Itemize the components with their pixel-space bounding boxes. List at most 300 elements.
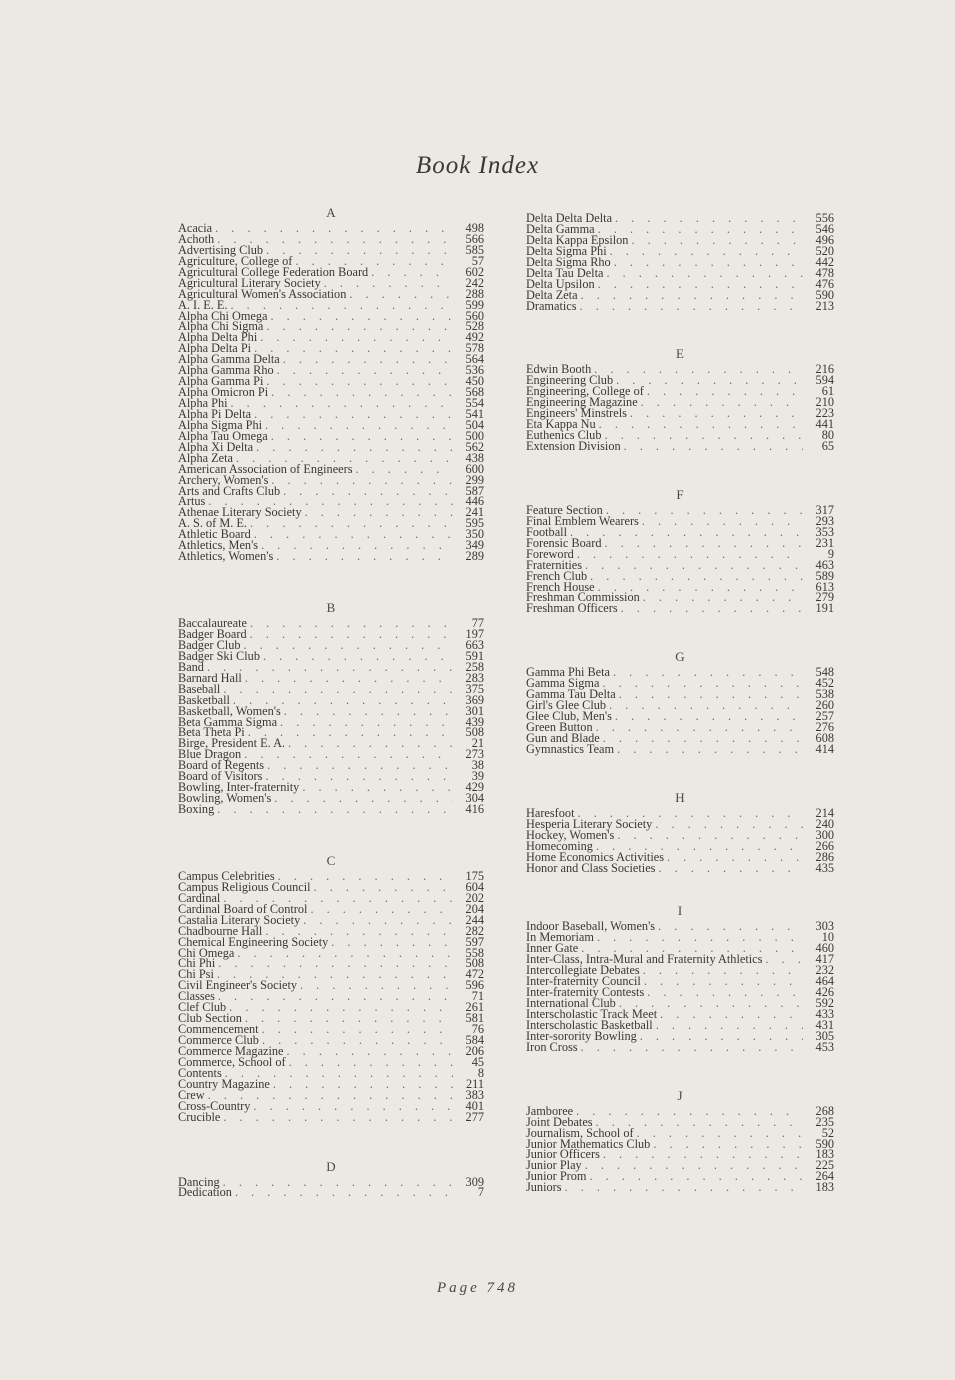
entry-name: Campus Religious Council [178, 879, 311, 894]
dot-leader [245, 673, 453, 684]
entry-page-number: 562 [465, 439, 484, 454]
entry-page-number: 21 [471, 736, 484, 751]
entry-name: Delta Kappa Epsilon [526, 232, 629, 247]
entry-page-number: 441 [815, 417, 834, 432]
index-section [526, 346, 834, 452]
dot-leader [229, 1002, 453, 1013]
entry-page-number: 414 [815, 741, 834, 756]
entry-page-number: 301 [465, 703, 484, 718]
dot-leader [647, 386, 803, 397]
entry-page-number: 38 [471, 758, 484, 773]
dot-leader [276, 551, 453, 562]
entry-page-number: 438 [465, 450, 484, 465]
index-section [526, 790, 834, 874]
entry-name: Blue Dragon [178, 747, 242, 762]
entry-name: Eta Kappa Nu [526, 417, 596, 432]
entry-page-number: 39 [471, 769, 484, 784]
entry-page-number: 77 [471, 616, 484, 631]
entry-page-number: 498 [465, 221, 484, 235]
dot-leader [647, 987, 803, 998]
entry-page-number: 213 [815, 298, 834, 313]
entry-page-number: 452 [815, 676, 834, 691]
section-letter: F [676, 486, 684, 502]
page-number: Page 748 [436, 1280, 519, 1296]
dot-leader [254, 409, 453, 420]
dot-leader [266, 245, 453, 256]
entry-name: Chi Omega [178, 945, 235, 960]
entry-name: Arts and Crafts Club [178, 483, 281, 498]
entry-page-number: 417 [815, 952, 834, 967]
entry-page-number: 350 [465, 527, 484, 542]
dot-leader [641, 397, 803, 408]
dot-leader [271, 475, 453, 486]
entry-name: Advertising Club [178, 242, 264, 257]
entry-name: French Club [526, 568, 588, 583]
entry-page-number: 191 [815, 601, 834, 616]
dot-leader [658, 863, 803, 874]
entry-page-number: 279 [815, 590, 834, 605]
dot-leader [261, 540, 453, 551]
entry-page-number: 548 [815, 665, 834, 680]
entry-page-number: 300 [815, 827, 834, 842]
entry-page-number: 442 [815, 254, 834, 269]
entry-page-number: 450 [465, 374, 484, 389]
entry-page-number: 369 [465, 692, 484, 707]
index-section [526, 1088, 834, 1194]
index-entry [178, 1098, 484, 1113]
entry-name: Badger Ski Club [178, 648, 260, 663]
entry-page-number: 80 [821, 428, 834, 443]
section-letter: C [326, 852, 336, 868]
entry-name: Intercollegiate Debates [526, 963, 640, 978]
section-letter: A [326, 205, 336, 220]
entry-name: Foreword [526, 546, 574, 561]
entry-name: Alpha Phi [178, 396, 228, 410]
entry-name: Country Magazine [178, 1076, 270, 1091]
entry-name: Engineers' Minstrels [526, 406, 627, 421]
dot-leader [274, 793, 453, 804]
entry-page-number: 476 [815, 276, 834, 291]
dot-leader [271, 431, 453, 442]
entry-page-number: 508 [465, 956, 484, 971]
entry-name: Commerce Club [178, 1033, 259, 1047]
dot-leader [616, 375, 803, 386]
entry-name: Green Button [526, 720, 593, 734]
dot-leader [289, 1057, 453, 1068]
entry-page-number: 7 [477, 1185, 484, 1200]
entry-page-number: 211 [466, 1076, 484, 1091]
entry-name: Cardinal [178, 890, 221, 905]
index-entry [178, 958, 484, 969]
dot-leader [602, 678, 803, 689]
index-section [526, 487, 834, 614]
index-entry [178, 804, 484, 815]
index-column-left [178, 205, 484, 1198]
entry-page-number: 446 [465, 494, 484, 509]
entry-name: Alpha Sigma Phi [178, 417, 263, 432]
dot-leader [263, 651, 453, 662]
entry-name: Barnard Hall [178, 670, 242, 685]
section-letter: E [676, 346, 684, 362]
entry-name: Agricultural Literary Society [178, 275, 321, 290]
dot-leader [658, 921, 803, 932]
dot-leader [356, 464, 454, 475]
entry-page-number: 538 [815, 687, 834, 702]
dot-leader [254, 529, 453, 540]
dot-leader [218, 991, 453, 1002]
entry-page-number: 597 [465, 934, 484, 949]
dot-leader [643, 592, 803, 603]
entry-name: Dramatics [526, 298, 577, 313]
entry-page-number: 258 [465, 659, 484, 674]
dot-leader [207, 662, 453, 673]
entry-page-number: 288 [465, 286, 484, 301]
dot-leader [310, 904, 453, 915]
entry-name: Acacia [178, 221, 213, 235]
dot-leader [254, 343, 453, 354]
entry-name: French House [526, 579, 595, 594]
entry-page-number: 76 [471, 1022, 484, 1037]
entry-name: Journalism, School of [526, 1125, 634, 1140]
entry-page-number: 206 [465, 1043, 484, 1058]
entry-name: Football [526, 524, 567, 539]
entry-page-number: 232 [815, 963, 834, 978]
entry-name: Castalia Literary Society [178, 912, 301, 927]
dot-leader [266, 321, 453, 332]
entry-page-number: 264 [815, 1169, 834, 1184]
index-section [178, 1159, 484, 1199]
entry-name: Inter-fraternity Contests [526, 985, 645, 1000]
entry-name: Inter-fraternity Council [526, 974, 641, 989]
entry-page-number: 202 [465, 890, 484, 905]
entry-page-number: 266 [815, 838, 834, 853]
dot-leader [349, 289, 453, 300]
entry-page-number: 240 [815, 816, 834, 831]
entry-name: Alpha Omicron Pi [178, 385, 269, 400]
entry-page-number: 464 [815, 974, 834, 989]
entry-name: International Club [526, 996, 616, 1010]
entry-page-number: 604 [465, 879, 484, 894]
entry-name: Delta Upsilon [526, 276, 595, 291]
dot-leader [631, 235, 803, 246]
entry-page-number: 594 [815, 373, 834, 388]
dot-leader [283, 486, 453, 497]
section-letter: B [326, 600, 336, 616]
dot-leader [250, 518, 453, 529]
entry-name: Alpha Delta Phi [178, 330, 258, 345]
entry-page-number: 435 [815, 860, 834, 875]
entry-page-number: 223 [815, 406, 834, 421]
index-entry [526, 860, 834, 875]
entry-name: Badger Club [178, 637, 241, 652]
entry-name: Agricultural College Federation Board [178, 264, 369, 279]
index-entry [526, 1039, 834, 1054]
entry-page-number: 304 [465, 791, 484, 806]
entry-name: Alpha Zeta [178, 450, 233, 465]
entry-name: Commerce, School of [178, 1054, 286, 1069]
entry-name: Inner Gate [526, 941, 579, 956]
entry-page-number: 578 [465, 341, 484, 356]
entry-name: American Association of Engineers [178, 461, 353, 476]
entry-page-number: 309 [465, 1174, 484, 1189]
entry-page-number: 71 [471, 989, 484, 1004]
dot-leader [215, 223, 453, 234]
section-letter: D [326, 1158, 336, 1174]
dot-leader [266, 376, 453, 387]
entry-page-number: 478 [815, 265, 834, 280]
entry-page-number: 349 [465, 538, 484, 553]
entry-page-number: 560 [465, 308, 484, 323]
entry-page-number: 235 [815, 1114, 834, 1129]
entry-page-number: 242 [465, 275, 484, 290]
entry-page-number: 587 [465, 483, 484, 498]
entry-page-number: 589 [815, 568, 834, 583]
entry-name: Artus [178, 494, 206, 509]
dot-leader [256, 442, 453, 453]
entry-name: Band [178, 659, 204, 674]
entry-page-number: 463 [815, 557, 834, 572]
index-section [178, 600, 484, 815]
entry-name: Club Section [178, 1011, 242, 1026]
index-entry [178, 223, 484, 234]
entry-page-number: 210 [815, 395, 834, 410]
dot-leader [314, 882, 453, 893]
entry-name: Junior Prom [526, 1169, 587, 1184]
page-title: Book Index [415, 152, 540, 179]
entry-name: Dancing [178, 1174, 220, 1189]
index-entry [178, 670, 484, 685]
entry-page-number: 52 [821, 1125, 834, 1140]
index-entry [178, 1109, 484, 1124]
entry-name: Campus Celebrities [178, 868, 275, 883]
entry-name: Engineering Club [526, 373, 614, 388]
entry-name: Gun and Blade [526, 730, 600, 745]
entry-name: Homecoming [526, 838, 593, 853]
entry-name: Chi Psi [178, 967, 214, 982]
entry-name: Alpha Gamma Delta [178, 352, 280, 367]
entry-page-number: 439 [465, 714, 484, 729]
entry-name: Haresfoot [526, 805, 575, 820]
entry-name: Athletics, Men's [178, 538, 259, 553]
dot-leader [218, 958, 453, 969]
index-section [178, 853, 484, 1123]
entry-page-number: 225 [815, 1158, 834, 1173]
index-entry [178, 648, 484, 663]
entry-page-number: 282 [465, 923, 484, 938]
section-letter: J [677, 1087, 683, 1103]
dot-leader [660, 1009, 803, 1020]
entry-name: Chemical Engineering Society [178, 934, 329, 949]
dot-leader [223, 1177, 453, 1188]
entry-page-number: 500 [465, 428, 484, 443]
entry-name: Fraternities [526, 557, 583, 572]
entry-name: Commerce Magazine [178, 1043, 284, 1058]
entry-name: A. S. of M. E. [178, 516, 248, 531]
entry-page-number: 554 [465, 396, 484, 410]
entry-name: Engineering Magazine [526, 395, 638, 410]
entry-name: Crucible [178, 1109, 221, 1124]
entry-name: Delta Sigma Rho [526, 254, 611, 269]
entry-page-number: 433 [815, 1006, 834, 1021]
entry-name: Final Emblem Wearers [526, 513, 639, 528]
entry-name: Iron Cross [526, 1039, 578, 1054]
index-entry [526, 1171, 834, 1182]
dot-leader [580, 301, 803, 312]
dot-leader [604, 430, 803, 441]
entry-name: Feature Section [526, 502, 603, 517]
dot-leader [585, 560, 803, 571]
dot-leader [223, 1112, 453, 1123]
entry-name: Interscholastic Basketball [526, 1017, 653, 1032]
entry-page-number: 592 [815, 996, 834, 1010]
entry-name: Freshman Commission [526, 590, 640, 605]
entry-name: Jamboree [526, 1103, 574, 1118]
dot-leader [244, 640, 454, 651]
dot-leader [223, 684, 453, 695]
entry-name: Board of Visitors [178, 769, 263, 784]
entry-name: Alpha Pi Delta [178, 406, 252, 421]
entry-page-number: 289 [465, 549, 484, 564]
dot-leader [265, 420, 453, 431]
dot-leader [599, 419, 803, 430]
dot-leader [235, 1187, 453, 1198]
entry-page-number: 558 [465, 945, 484, 960]
entry-name: A. I. E. E. [178, 297, 228, 312]
entry-name: Delta Gamma [526, 221, 595, 236]
entry-page-number: 508 [465, 725, 484, 740]
dot-leader [596, 722, 803, 733]
entry-name: Home Economics Activities [526, 849, 664, 864]
dot-leader [590, 571, 803, 582]
entry-page-number: 286 [815, 849, 834, 864]
entry-page-number: 204 [465, 901, 484, 916]
index-entry [178, 1054, 484, 1069]
dot-leader [288, 738, 453, 749]
section-letter: G [675, 649, 685, 665]
entry-name: Agricultural Women's Association [178, 286, 347, 301]
entry-page-number: 504 [465, 417, 484, 432]
entry-page-number: 581 [465, 1011, 484, 1026]
entry-name: Alpha Gamma Pi [178, 374, 264, 389]
entry-page-number: 244 [465, 912, 484, 927]
dot-leader [603, 1149, 803, 1160]
entry-name: Euthenics Club [526, 428, 602, 443]
entry-name: Gamma Sigma [526, 676, 600, 691]
entry-page-number: 231 [815, 535, 834, 550]
entry-name: Badger Board [178, 627, 247, 641]
entry-page-number: 303 [815, 919, 834, 934]
dot-leader [609, 700, 803, 711]
index-entry [526, 513, 834, 528]
dot-leader [371, 267, 453, 278]
entry-page-number: 175 [465, 868, 484, 883]
entry-name: Freshman Officers [526, 601, 618, 616]
dot-leader [305, 507, 453, 518]
entry-name: Dedication [178, 1185, 232, 1200]
index-section [178, 205, 484, 562]
entry-name: Alpha Gamma Rho [178, 363, 274, 378]
dot-leader [581, 1042, 803, 1053]
dot-leader [630, 408, 803, 419]
entry-name: Engineering, College of [526, 384, 644, 399]
entry-page-number: 268 [815, 1103, 834, 1118]
entry-page-number: 599 [465, 297, 484, 312]
entry-page-number: 591 [465, 648, 484, 663]
entry-name: Agriculture, College of [178, 253, 293, 268]
section-letter: H [675, 789, 685, 805]
entry-page-number: 496 [815, 232, 834, 247]
dot-leader [250, 618, 453, 629]
dot-leader [283, 354, 453, 365]
dot-leader [287, 1046, 453, 1057]
index-entry [178, 879, 484, 894]
index-entry [178, 945, 484, 960]
dot-leader [598, 279, 803, 290]
index-entry [178, 551, 484, 562]
dot-leader [280, 717, 453, 728]
entry-page-number: 277 [465, 1109, 484, 1124]
dot-leader [637, 1128, 803, 1139]
index-entry [526, 1182, 834, 1193]
entry-page-number: 595 [465, 516, 484, 531]
dot-leader [260, 332, 453, 343]
entry-page-number: 261 [465, 1000, 484, 1015]
entry-name: Civil Engineer's Society [178, 978, 298, 993]
entry-page-number: 584 [465, 1033, 484, 1047]
index-entry [178, 483, 484, 498]
entry-page-number: 305 [815, 1028, 834, 1043]
dot-leader [331, 937, 453, 948]
index-column-right [526, 213, 834, 1193]
entry-page-number: 596 [465, 978, 484, 993]
entry-page-number: 197 [465, 627, 484, 641]
dot-leader [655, 819, 803, 830]
entry-page-number: 273 [465, 747, 484, 762]
index-entry [526, 298, 834, 313]
entry-name: In Memoriam [526, 930, 594, 945]
dot-leader [597, 932, 803, 943]
entry-name: Birge, President E. A. [178, 736, 286, 751]
entry-name: Junior Play [526, 1158, 582, 1173]
dot-leader [262, 1035, 453, 1046]
dot-leader [617, 744, 803, 755]
entry-name: Delta Delta Delta [526, 211, 613, 225]
entry-name: Archery, Women's [178, 472, 269, 487]
index-section [526, 213, 834, 311]
dot-leader [619, 689, 803, 700]
entry-name: Indoor Baseball, Women's [526, 919, 656, 934]
entry-name: Athletic Board [178, 527, 251, 542]
entry-name: Juniors [526, 1180, 562, 1195]
index-entry [178, 1187, 484, 1198]
dot-leader [640, 1031, 803, 1042]
entry-page-number: 45 [471, 1054, 484, 1069]
dot-leader [270, 311, 453, 322]
entry-page-number: 431 [815, 1017, 834, 1032]
dot-leader [267, 760, 453, 771]
entry-name: Basketball [178, 692, 230, 707]
entry-name: Cross-Country [178, 1098, 251, 1113]
entry-page-number: 566 [465, 231, 484, 246]
entry-name: Athenae Literary Society [178, 505, 302, 520]
entry-name: Alpha Xi Delta [178, 439, 254, 454]
dot-leader [244, 749, 453, 760]
entry-page-number: 613 [815, 579, 834, 594]
dot-leader [253, 1101, 453, 1112]
entry-name: Edwin Booth [526, 362, 592, 377]
dot-leader [585, 1160, 803, 1171]
entry-name: Junior Officers [526, 1147, 600, 1162]
